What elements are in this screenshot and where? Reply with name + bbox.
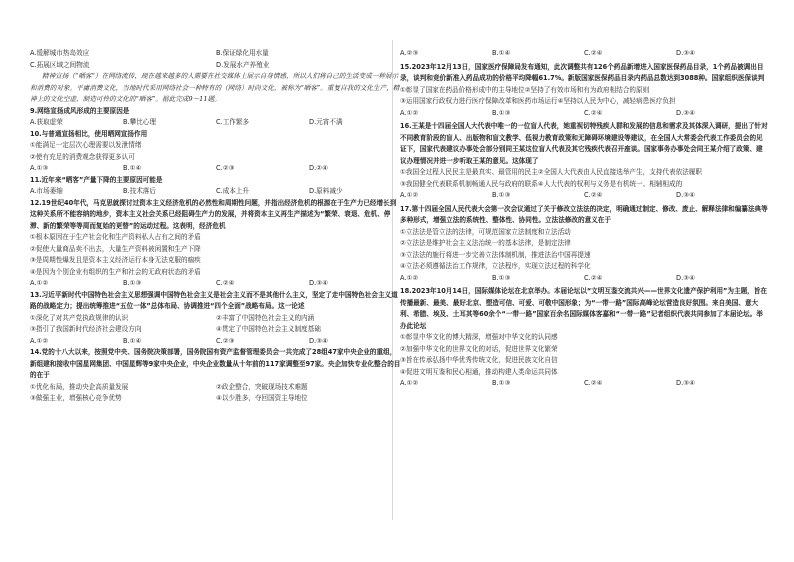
option: A.①② xyxy=(400,191,419,199)
question-12-stem: 12.19世纪40年代，马克思就探讨过资本主义经济危机的必然性和周期性问题，并指出经济危机的根源在于生产力已经增长到这种关系所不能容纳的地步，资本主义社会关系已经阻碍生产力的发展，并将资本主义再生产描述为“繁荣、衰退、危机、停滞、新的繁荣等等周而复始的更替”的运动过程。这表明，经济危机 xyxy=(30,198,397,230)
question-10-stem: 10.与普通宣扬相比，使用晒网宣扬作用 xyxy=(30,129,148,138)
statement-row xyxy=(30,393,402,405)
material-text: 精神宣扬（“晒客”）在网络流传，现在越来越多的人需要在社交媒体上展示自身情感，所以人们将自己的生活变成一种展示和消费的对象。平庸消费文化，当地时代采用网络社会一种特有的（网络）时尚文化，被称为“晒客”。重复自我的文化生产，精神上的文化空虚，制造可怜的文化的“晒客”。据此完成9～11题。 xyxy=(30,72,400,103)
statement: ②促使大量商品卖不出去，大量生产资料被闲置和生产下降 xyxy=(30,244,201,253)
option: A.①② xyxy=(30,279,49,287)
option: A.市场萎缩 xyxy=(30,187,63,195)
intro-options-row1 xyxy=(30,48,402,60)
option: B.①③ xyxy=(492,108,511,117)
statement: ①能满足一定层次心理需要以发泄情绪 xyxy=(30,141,142,149)
option: C.②④ xyxy=(584,108,603,117)
statement: ①彰显了国家在药品价格形成中的主导地位②坚持了有效市场和有为政府相结合的原则 xyxy=(400,85,650,94)
question-14-options xyxy=(400,48,768,60)
option: D.元宵不满 xyxy=(309,118,343,126)
statement: ③立法法的施行将进一步完善立法体制机制，推进法治中国再提速 xyxy=(400,250,591,259)
option: B.技术落后 xyxy=(123,187,156,195)
option: D.③④ xyxy=(676,379,695,387)
question-16-options xyxy=(400,190,768,202)
question-13-stem: 13.习近平新时代中国特色社会主义思想强调中国特色社会主义是社会主义而不是其他什么主义，坚定了走中国特色社会主义道路的战略定力；提出统筹推进“五位一体”总体布局、协调推进“四个全面”战略布局。这一论述 xyxy=(30,290,398,310)
left-column xyxy=(30,48,402,405)
question-17-options xyxy=(400,273,768,285)
option: A.①③ xyxy=(30,164,49,172)
statement: ③指引了我国新时代经济社会建设方向 xyxy=(30,325,142,333)
option: A.①② xyxy=(400,273,419,282)
statement: ③旨在传承弘扬中华优秀传统文化，促进民族文化自信 xyxy=(400,356,558,364)
option: D.③④ xyxy=(309,336,328,345)
option: C.②④ xyxy=(584,49,603,57)
statement: ①优化布局，推动央企高质量发展 xyxy=(30,382,129,391)
statement-row xyxy=(30,313,402,325)
statement: ④立法必须遵循法治工作规律，立法程序，实现立法过程的科学化 xyxy=(400,262,591,270)
right-column xyxy=(400,48,768,390)
question-13-options xyxy=(30,336,402,348)
option: A.①② xyxy=(400,379,419,387)
statement-row xyxy=(30,382,402,394)
option: C.②③ xyxy=(216,336,235,345)
option: B.①③ xyxy=(492,191,511,199)
question-9-options xyxy=(30,117,402,129)
statement: ②使有充足的消费观念获得更多认可 xyxy=(30,152,135,161)
option: C.工作繁多 xyxy=(216,118,250,126)
statement: ③是周期性爆发且是资本主义经济运行本身无法克服的痼疾 xyxy=(30,256,201,264)
question-11-stem: 11.近年来“晒客”产量下降的主要原因可能是 xyxy=(30,175,163,184)
statement: ②丰富了中国特色社会主义的内涵 xyxy=(216,313,315,322)
statement: ②立法法是维护社会主义法治统一的基本法律，是制定法律 xyxy=(400,239,571,247)
statement: ①根本原因在于生产社会化和生产资料私人占有之间的矛盾 xyxy=(30,233,201,241)
option: D.③④ xyxy=(676,273,695,282)
question-15-stem: 15.2023年12月13日，国家医疗保障局发布通知，此次调整共有126个药品新增进入国家医保药品目录，1个药品被调出目录，谈判和竞价新准入药品成功的价格平均降幅61.7%。新版国家医保药品目录内药品总数达到3088种。国家组织医保谈判 xyxy=(400,62,765,82)
statement: ①彰显中华文化的博大精深，增强对中华文化的认同感 xyxy=(400,333,558,341)
option: C.成本上升 xyxy=(216,187,250,195)
option: C.②③ xyxy=(216,164,235,172)
statement: ②政企整合，突破现场技术难题 xyxy=(216,382,308,391)
question-11-options xyxy=(30,186,402,198)
option-c: C.拓展区域之间物流 xyxy=(30,60,90,69)
statement: ③做强主业，增强核心竞争优势 xyxy=(30,394,122,402)
option: B.①④ xyxy=(123,336,142,345)
statement: ②加强中华文化的世界文化的对话，促进世界文化繁荣 xyxy=(400,344,558,353)
statement: ①立法法是管立法的法律，可规范国家立法制度和立法活动 xyxy=(400,227,571,236)
question-9-stem: 9.网络宣扬成风形成的主要原因是 xyxy=(30,106,130,115)
option: D.③④ xyxy=(676,191,695,199)
question-16-stem: 16.王某是十四届全国人大代表中唯一的一位盲人代表，她重视切特残疾人群和发展的信息和需求及其体深入调研，提出了针对不同教育阶段的盲人、出版物和盲文教学、低视力教育政策和无障碍环境建设等建议，在全国人大常委会代表工作委员会的见证下，国家代表建议办事处会部分别同王某这位盲人代表及其它残疾代表召开座谈。国家事务办事处会同王某介绍了政策、建议办理情况并进一步听取王某的意见。这体现了 xyxy=(400,122,768,165)
option: A.①② xyxy=(400,108,419,117)
option: B.①③ xyxy=(492,379,511,387)
option: D.③④ xyxy=(309,279,328,287)
option: D.②④ xyxy=(309,164,328,172)
option-a: A.缓解城市热岛效应 xyxy=(30,49,90,57)
statement: ③运用国家行政权力进行医疗保障改革和医药市场运行④坚持以人民为中心，减轻病患医疗负担 xyxy=(400,97,676,105)
option: A.②③ xyxy=(400,49,419,57)
option: C.②④ xyxy=(584,379,603,387)
question-18-stem: 18.2023年10月14日，国际媒体论坛在北京举办。本届论坛以“文明互鉴交流共兴——世界文化遗产保护利用”为主题，旨在传播最新、最美、最好北京、塑造可信、可爱、可敬中国形象；为“一带一路”国际高峰论坛营造良好氛围。来自美国、意大利、希腊、埃及、土耳其等60余个“一带一路”国家百余名国际媒体客嘉和“一带一路”记者组织代表共同参加了本届论坛。举办此论坛 xyxy=(400,287,767,330)
question-18-options xyxy=(400,378,768,390)
intro-options-row2 xyxy=(30,60,402,72)
question-10-options xyxy=(30,163,402,175)
option: C.②④ xyxy=(584,273,603,282)
option-b: B.保证绿化用水量 xyxy=(216,49,269,57)
statement: ④以少胜多，夺回国资主导地位 xyxy=(216,394,308,402)
option: B.攀比心理 xyxy=(123,118,156,126)
statement: ④贯定了中国特色社会主义制度基础 xyxy=(216,325,321,333)
option: C.②④ xyxy=(584,191,603,199)
statement: ①深化了对共产党执政规律的认识 xyxy=(30,313,129,322)
question-15-options xyxy=(400,108,768,120)
question-17-stem: 17.第十四届全国人民代表大会第一次会议通过了关于修改立法法的决定，明确通过制定、修改、废止、解释法律和编纂法典等多种形式，增强立法的系统性、整体性、协同性。立法法修改的意义在于 xyxy=(400,204,768,224)
option: A.①② xyxy=(30,336,49,345)
option: C.②④ xyxy=(216,279,235,287)
option: B.①④ xyxy=(123,164,142,172)
statement: ①我国全过程人民民主是最真实、最管用的民主②全国人大代表由人民直接选举产生，支持代表依法履职 xyxy=(400,168,702,176)
statement: ④促进文明互鉴和民心相通，推动构建人类命运共同体 xyxy=(400,367,558,376)
statement: ③我国健全代表联系机制畅通人民与政府的联系④人大代表的权利与义务是有机统一、相辅相成的 xyxy=(400,179,683,188)
option-d: D.发展水产养殖业 xyxy=(216,60,270,69)
question-14-stem: 14.党的十八大以来，按照党中央、国务院决策部署，国务院国有资产监督管理委员会一共完成了28组47家中央企业的重组，新组建和接收中国星网集团、中国星辉等9家中央企业，中央企业数量从十年前的117家调整至97家。央企加快专业化整合的目的在于 xyxy=(30,348,401,379)
option: D.③④ xyxy=(676,49,695,57)
option: B.①③ xyxy=(492,273,511,282)
option: B.①③ xyxy=(123,279,142,287)
option: A.获取虚荣 xyxy=(30,118,63,126)
question-12-options xyxy=(30,278,402,290)
option: B.①④ xyxy=(492,49,511,57)
option: D.原料减少 xyxy=(309,187,343,195)
option: D.③④ xyxy=(676,108,695,117)
statement: ④是因为个别企业有组织的生产和社会的无政府状态的矛盾 xyxy=(30,267,201,276)
statement-row xyxy=(30,324,402,336)
